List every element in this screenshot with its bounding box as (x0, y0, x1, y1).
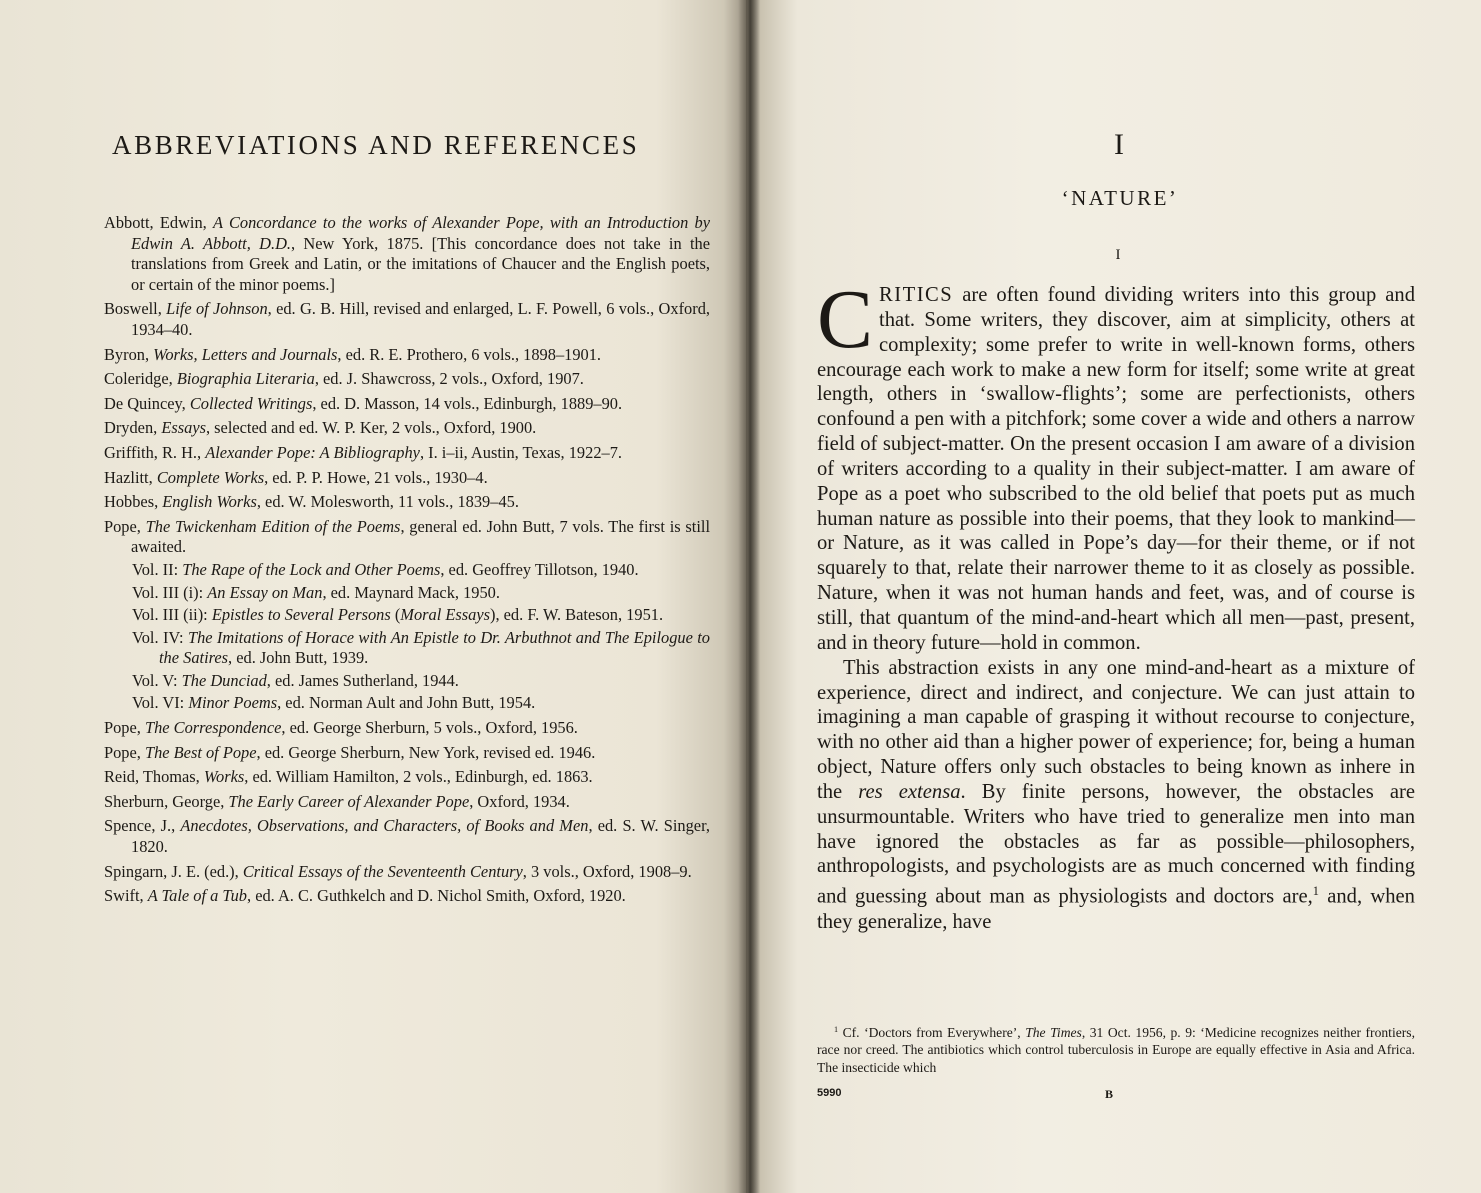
reference-list (104, 213, 710, 911)
reference-entry-swift: Swift, A Tale of a Tub, ed. A. C. Guthkelch and D. Nichol Smith, Oxford, 1920. (104, 886, 626, 906)
drop-cap: C (817, 273, 874, 366)
paragraph-1: CRITICS are often found dividing writers into this group and that. Some writers, they discover, aim at simplicity, others at complexity; some prefer to write in well-known forms, others encourage each work to make a new form for itself; some write at great length, others in ‘swallow-flights’; some are perfectionists, others confound a pen with a pitchfork; some cover a wide and others a narrow field of subject-matter. On the present occasion I am aware of a division of writers according to a quality in their subject-matter. I am aware of Pope as a poet who subscribed to the old belief that poets put as much human nature as possible into their poems, that they look to mankind—or Nature, as it was called in Pope’s day—for their theme, or if not squarely to that, relate their narrower theme to it as closely as possible. Nature, when it was not human hands and feet, was, and of course is still, that quantum of the mind-and-heart which all men—past, present, and in theory future—hold in common. (817, 273, 1415, 654)
footnote-marker: 1 (1312, 884, 1319, 899)
opening-smallcaps: RITICS (879, 284, 954, 306)
reference-subentry-vol3i: Vol. III (i): An Essay on Man, ed. Maynard Mack, 1950. (132, 582, 500, 602)
reference-subentry-vol4: Vol. IV: The Imitations of Horace with An Epistle to Dr. Arbuthnot and The Epilogue to the Satires, ed. John Butt, 1939. (132, 627, 710, 668)
paragraph-2: This abstraction exists in any one mind-and-heart as a mixture of experience, direct and indirect, and conjecture. We can just attain to imagining a man capable of grasping it without recourse to conjecture, with no other aid than a higher power of experience; for, being a human object, Nature offers only such obstacles to being known as inhere in the res extensa. By finite persons, however, the obstacles are unsurmountable. Writers who have tried to generalize men into man have ignored the obstacles as far as possible—philosophers, anthropologists, and psychologists are as much concerned with finding and guessing about man as physiologists and doctors are,$^1$ and, when they generalize, have (817, 656, 1415, 933)
reference-entry-hobbes: Hobbes, English Works, ed. W. Molesworth, 11 vols., 1839–45. (104, 492, 519, 512)
reference-entry-hazlitt: Hazlitt, Complete Works, ed. P. P. Howe, 21 vols., 1930–4. (104, 467, 488, 487)
reference-entry-byron: Byron, Works, Letters and Journals, ed. R. E. Prothero, 6 vols., 1898–1901. (104, 344, 602, 364)
book-gutter (738, 0, 760, 1193)
chapter-body (817, 273, 1415, 934)
reference-entry-pope-correspondence: Pope, The Correspondence, ed. George Sherburn, 5 vols., Oxford, 1956. (104, 718, 578, 738)
gathering-mark: B (1105, 1087, 1114, 1101)
reference-subentry-vol5: Vol. V: The Dunciad, ed. James Sutherland, 1944. (132, 670, 459, 690)
chapter-number: I (1114, 128, 1124, 161)
reference-entry-griffith: Griffith, R. H., Alexander Pope: A Bibliography, I. i–ii, Austin, Texas, 1922–7. (104, 442, 623, 462)
reference-subentry-vol6: Vol. VI: Minor Poems, ed. Norman Ault and John Butt, 1954. (132, 693, 536, 713)
reference-entry-pope-twickenham: Pope, The Twickenham Edition of the Poems, general ed. John Butt, 7 vols. The first is still awaited. (104, 516, 711, 557)
reference-entry-coleridge: Coleridge, Biographia Literaria, ed. J. Shawcross, 2 vols., Oxford, 1907. (104, 369, 584, 389)
page-title: ABBREVIATIONS AND REFERENCES (112, 130, 640, 160)
reference-entry-abbott: Abbott, Edwin, A Concordance to the works of Alexander Pope, with an Introduction by Edwin A. Abbott, D.D., New York, 1875. [This concordance does not take in the translations from Greek and Latin, or the imitations of Chaucer and the English poets, or certain of the minor poems.] (104, 213, 710, 294)
reference-entry-boswell: Boswell, Life of Johnson, ed. G. B. Hill, revised and enlarged, L. F. Powell, 6 vols., Oxford, 1934–40. (104, 299, 710, 339)
reference-entry-spingarn: Spingarn, J. E. (ed.), Critical Essays of the Seventeenth Century, 3 vols., Oxford, 1908–9. (104, 861, 692, 881)
printer-signature-number: 5990 (817, 1087, 842, 1099)
reference-entry-sherburn: Sherburn, George, The Early Career of Alexander Pope, Oxford, 1934. (104, 791, 570, 811)
footnote: $^1$ Cf. ‘Doctors from Everywhere’, The Times, 31 Oct. 1956, p. 9: ‘Medicine recognizes neither frontiers, race nor creed. The antibiotics which control tuberculosis in Europe are equally effective in Asia and Africa. The insecticide which (817, 1024, 1415, 1076)
section-number: I (1115, 247, 1121, 263)
reference-entry-spence: Spence, J., Anecdotes, Observations, and Characters, of Books and Men, ed. S. W. Singer, 1820. (104, 816, 710, 857)
reference-entry-pope-best: Pope, The Best of Pope, ed. George Sherburn, New York, revised ed. 1946. (104, 742, 596, 762)
chapter-title: ‘NATURE’ (1061, 186, 1179, 210)
reference-entry-dryden: Dryden, Essays, selected and ed. W. P. Ker, 2 vols., Oxford, 1900. (104, 418, 537, 438)
reference-subentry-vol2: Vol. II: The Rape of the Lock and Other Poems, ed. Geoffrey Tillotson, 1940. (132, 559, 639, 579)
reference-subentry-vol3ii: Vol. III (ii): Epistles to Several Persons (Moral Essays), ed. F. W. Bateson, 1951. (132, 605, 664, 625)
reference-entry-dequincey: De Quincey, Collected Writings, ed. D. Masson, 14 vols., Edinburgh, 1889–90. (104, 393, 623, 413)
reference-entry-reid: Reid, Thomas, Works, ed. William Hamilton, 2 vols., Edinburgh, ed. 1863. (104, 767, 593, 787)
